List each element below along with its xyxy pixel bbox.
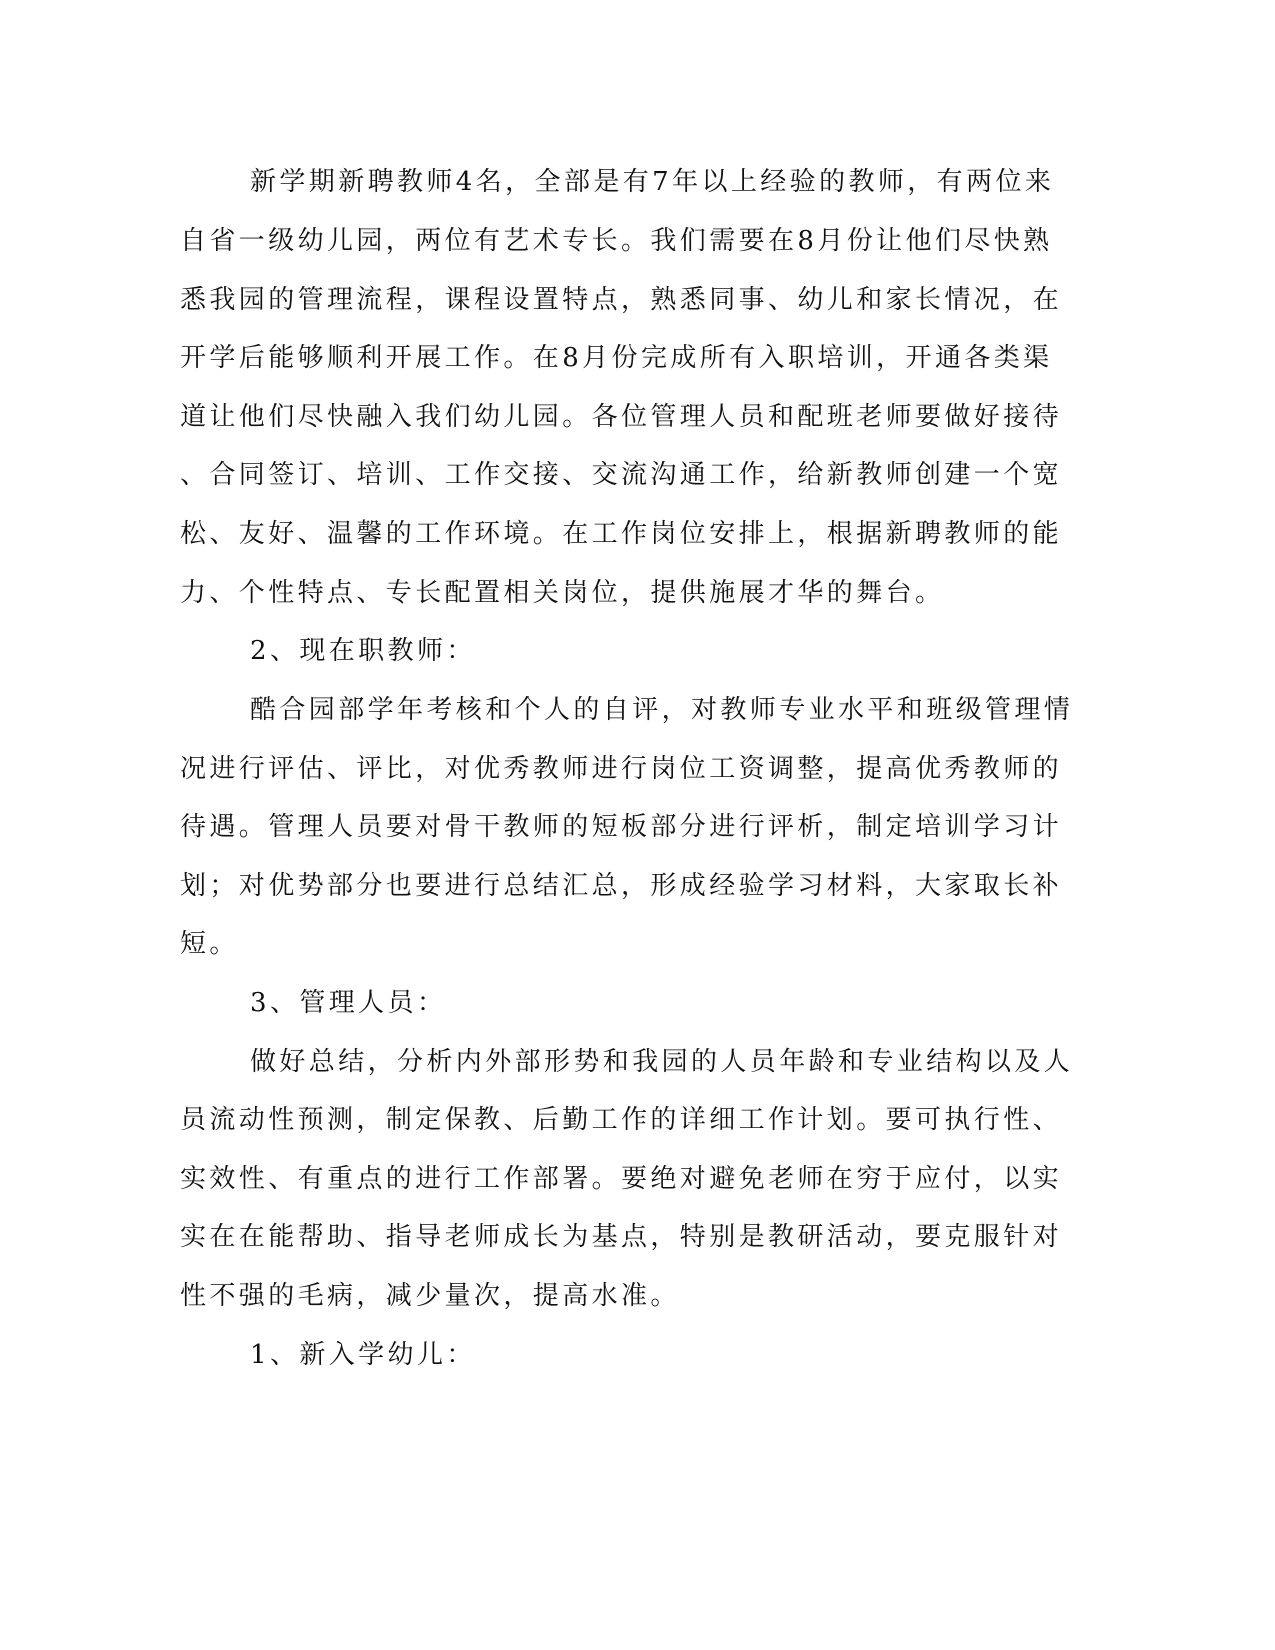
paragraph-line: 新学期新聘教师4名，全部是有7年以上经验的教师，有两位来 bbox=[250, 167, 1055, 197]
paragraph-line: 自省一级幼儿园，两位有艺术专长。我们需要在8月份让他们尽快熟 bbox=[180, 226, 1053, 256]
paragraph-line: 实在在能帮助、指导老师成长为基点，特别是教研活动，要克服针对 bbox=[180, 1222, 1063, 1252]
paragraph-line: 松、友好、温馨的工作环境。在工作岗位安排上，根据新聘教师的能 bbox=[180, 519, 1063, 549]
paragraph-line: 短。 bbox=[180, 929, 239, 959]
section-heading: 1、新入学幼儿： bbox=[250, 1340, 476, 1370]
paragraph-line: 酷合园部学年考核和个人的自评，对教师专业水平和班级管理情 bbox=[250, 695, 1074, 725]
paragraph-line: 况进行评估、评比，对优秀教师进行岗位工资调整，提高优秀教师的 bbox=[180, 754, 1063, 784]
section-heading: 2、现在职教师： bbox=[250, 636, 476, 666]
paragraph-line: 员流动性预测，制定保教、后勤工作的详细工作计划。要可执行性、 bbox=[180, 1105, 1063, 1135]
paragraph-line: 道让他们尽快融入我们幼儿园。各位管理人员和配班老师要做好接待 bbox=[180, 402, 1063, 432]
paragraph-line: 悉我园的管理流程，课程设置特点，熟悉同事、幼儿和家长情况，在 bbox=[180, 285, 1063, 315]
paragraph-line: 实效性、有重点的进行工作部署。要绝对避免老师在穷于应付，以实 bbox=[180, 1164, 1063, 1194]
paragraph-line: 做好总结，分析内外部形势和我园的人员年龄和专业结构以及人 bbox=[250, 1047, 1074, 1077]
section-heading: 3、管理人员： bbox=[250, 988, 447, 1018]
paragraph-line: 、合同签订、培训、工作交接、交流沟通工作，给新教师创建一个宽 bbox=[180, 460, 1063, 490]
paragraph-line: 待遇。管理人员要对骨干教师的短板部分进行评析，制定培训学习计 bbox=[180, 812, 1063, 842]
paragraph-line: 力、个性特点、专长配置相关岗位，提供施展才华的舞台。 bbox=[180, 578, 945, 608]
paragraph-line: 开学后能够顺利开展工作。在8月份完成所有入职培训，开通各类渠 bbox=[180, 343, 1053, 373]
paragraph-line: 性不强的毛病，减少量次，提高水准。 bbox=[180, 1281, 680, 1311]
paragraph-line: 划；对优势部分也要进行总结汇总，形成经验学习材料，大家取长补 bbox=[180, 871, 1063, 901]
